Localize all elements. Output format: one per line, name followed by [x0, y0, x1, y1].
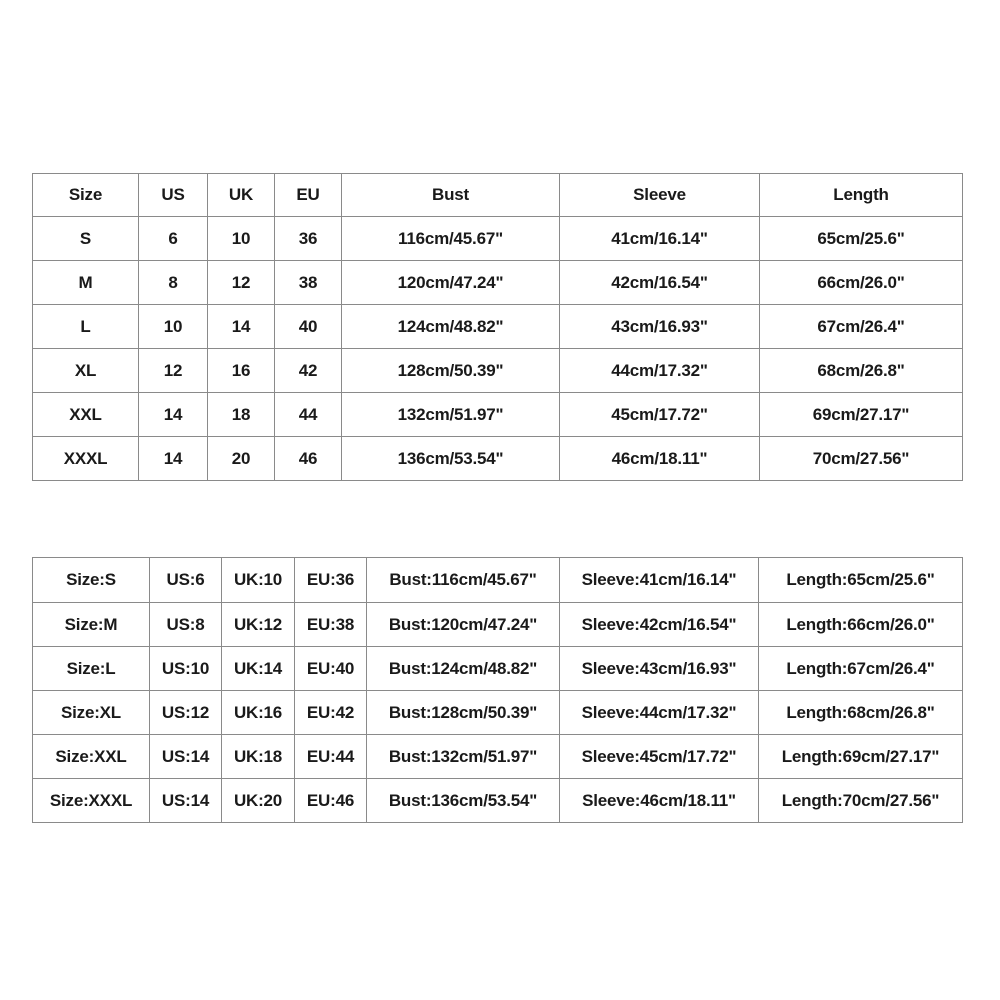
cell-uk: 18 [208, 393, 275, 437]
header-us: US [139, 174, 208, 217]
cell-sleeve: Sleeve:44cm/17.32" [560, 691, 759, 735]
cell-us: US:6 [150, 558, 222, 603]
cell-eu: EU:36 [295, 558, 367, 603]
cell-us: 14 [139, 393, 208, 437]
cell-uk: UK:14 [222, 647, 295, 691]
cell-size: XXL [33, 393, 139, 437]
cell-uk: 12 [208, 261, 275, 305]
cell-bust: Bust:132cm/51.97" [367, 735, 560, 779]
cell-us: US:10 [150, 647, 222, 691]
cell-us: 14 [139, 437, 208, 481]
cell-sleeve: 43cm/16.93" [560, 305, 760, 349]
table-row [33, 691, 963, 735]
cell-uk: 14 [208, 305, 275, 349]
cell-length: Length:67cm/26.4" [759, 647, 963, 691]
table-row [33, 305, 963, 349]
header-uk: UK [208, 174, 275, 217]
table-row [33, 217, 963, 261]
size-chart-table [32, 173, 963, 481]
cell-length: Length:65cm/25.6" [759, 558, 963, 603]
cell-length: 67cm/26.4" [760, 305, 963, 349]
cell-eu: EU:38 [295, 603, 367, 647]
table-row [33, 393, 963, 437]
cell-sleeve: 41cm/16.14" [560, 217, 760, 261]
cell-sleeve: 45cm/17.72" [560, 393, 760, 437]
cell-eu: 36 [275, 217, 342, 261]
cell-us: US:14 [150, 779, 222, 823]
table-row [33, 558, 963, 603]
table-row [33, 603, 963, 647]
cell-bust: Bust:124cm/48.82" [367, 647, 560, 691]
cell-eu: 42 [275, 349, 342, 393]
cell-us: 8 [139, 261, 208, 305]
table-row [33, 437, 963, 481]
table-row [33, 349, 963, 393]
cell-eu: 44 [275, 393, 342, 437]
cell-bust: 120cm/47.24" [342, 261, 560, 305]
cell-length: Length:70cm/27.56" [759, 779, 963, 823]
cell-size: L [33, 305, 139, 349]
table-row [33, 735, 963, 779]
cell-size: Size:L [33, 647, 150, 691]
cell-us: US:8 [150, 603, 222, 647]
cell-uk: UK:20 [222, 779, 295, 823]
cell-eu: EU:46 [295, 779, 367, 823]
cell-eu: EU:44 [295, 735, 367, 779]
size-chart-labeled-table [32, 557, 963, 823]
cell-sleeve: Sleeve:43cm/16.93" [560, 647, 759, 691]
cell-length: Length:69cm/27.17" [759, 735, 963, 779]
cell-eu: EU:42 [295, 691, 367, 735]
cell-size: Size:XXXL [33, 779, 150, 823]
cell-sleeve: 46cm/18.11" [560, 437, 760, 481]
cell-bust: Bust:128cm/50.39" [367, 691, 560, 735]
cell-size: XL [33, 349, 139, 393]
cell-us: US:12 [150, 691, 222, 735]
cell-us: 12 [139, 349, 208, 393]
cell-us: 10 [139, 305, 208, 349]
header-size: Size [33, 174, 139, 217]
cell-bust: 136cm/53.54" [342, 437, 560, 481]
cell-size: Size:S [33, 558, 150, 603]
cell-uk: 10 [208, 217, 275, 261]
cell-sleeve: Sleeve:46cm/18.11" [560, 779, 759, 823]
cell-bust: 116cm/45.67" [342, 217, 560, 261]
cell-size: Size:M [33, 603, 150, 647]
cell-bust: 124cm/48.82" [342, 305, 560, 349]
cell-uk: 20 [208, 437, 275, 481]
cell-eu: 40 [275, 305, 342, 349]
cell-length: Length:68cm/26.8" [759, 691, 963, 735]
cell-eu: 38 [275, 261, 342, 305]
header-bust: Bust [342, 174, 560, 217]
cell-uk: UK:18 [222, 735, 295, 779]
cell-length: 65cm/25.6" [760, 217, 963, 261]
cell-bust: Bust:116cm/45.67" [367, 558, 560, 603]
cell-sleeve: 44cm/17.32" [560, 349, 760, 393]
cell-size: Size:XL [33, 691, 150, 735]
table-header-row [33, 174, 963, 217]
cell-uk: 16 [208, 349, 275, 393]
header-sleeve: Sleeve [560, 174, 760, 217]
cell-uk: UK:10 [222, 558, 295, 603]
cell-size: XXXL [33, 437, 139, 481]
cell-us: 6 [139, 217, 208, 261]
header-eu: EU [275, 174, 342, 217]
cell-size: S [33, 217, 139, 261]
cell-sleeve: 42cm/16.54" [560, 261, 760, 305]
cell-length: Length:66cm/26.0" [759, 603, 963, 647]
cell-length: 66cm/26.0" [760, 261, 963, 305]
table-row [33, 261, 963, 305]
table-row [33, 779, 963, 823]
cell-uk: UK:16 [222, 691, 295, 735]
cell-bust: Bust:120cm/47.24" [367, 603, 560, 647]
cell-length: 69cm/27.17" [760, 393, 963, 437]
cell-bust: 132cm/51.97" [342, 393, 560, 437]
cell-us: US:14 [150, 735, 222, 779]
cell-length: 68cm/26.8" [760, 349, 963, 393]
cell-length: 70cm/27.56" [760, 437, 963, 481]
cell-bust: Bust:136cm/53.54" [367, 779, 560, 823]
cell-sleeve: Sleeve:45cm/17.72" [560, 735, 759, 779]
cell-size: M [33, 261, 139, 305]
cell-bust: 128cm/50.39" [342, 349, 560, 393]
header-length: Length [760, 174, 963, 217]
cell-eu: EU:40 [295, 647, 367, 691]
cell-sleeve: Sleeve:41cm/16.14" [560, 558, 759, 603]
cell-size: Size:XXL [33, 735, 150, 779]
cell-eu: 46 [275, 437, 342, 481]
cell-uk: UK:12 [222, 603, 295, 647]
cell-sleeve: Sleeve:42cm/16.54" [560, 603, 759, 647]
table-row [33, 647, 963, 691]
